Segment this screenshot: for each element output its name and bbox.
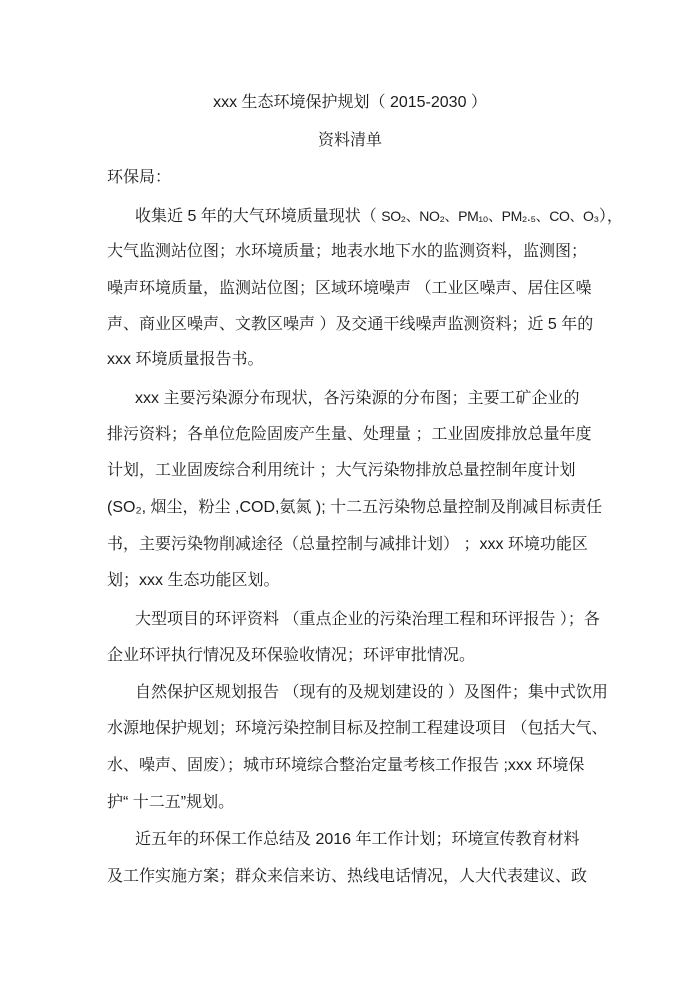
paragraph-2-line-3: 计划，工业固废综合利用统计 ；大气污染物排放总量控制年度计划 [107, 462, 576, 479]
paragraph-1-line-4: 声、商业区噪声、文教区噪声 ）及交通干线噪声监测资料；近 5 年的 [107, 316, 594, 333]
paragraph-5-line-1: 近五年的环保工作总结及 2016 年工作计划；环境宣传教育材料 [135, 831, 580, 848]
document-title: xxx 生态环境保护规划（ 2015-2030 ） [213, 94, 487, 111]
paragraph-3-line-2: 企业环评执行情况及环保验收情况；环评审批情况。 [107, 647, 476, 664]
paragraph-1-line-1-suffix: ）， [598, 208, 623, 225]
paragraph-1-line-1-prefix: 收集近 5 年的大气环境质量现状（ [135, 208, 382, 225]
paragraph-1-line-3: 噪声环境质量，监测站位图；区域环境噪声 （工业区噪声、居住区噪 [107, 280, 592, 297]
paragraph-1-line-2: 大气监测站位图；水环境质量；地表水地下水的监测资料，监测图； [107, 243, 588, 260]
paragraph-4-line-4: 护“ 十二五”规划。 [107, 794, 235, 811]
paragraph-2-line-6: 划；xxx 生态功能区划。 [107, 572, 280, 589]
document-subtitle: 资料清单 [317, 132, 382, 149]
paragraph-2-line-5: 书，主要污染物削减途径（总量控制与减排计划） ；xxx 环境功能区 [107, 536, 588, 553]
pollutant-list: SO₂、NO₂、PM₁₀、PM₂.₅、CO、O₃ [381, 208, 599, 224]
paragraph-2-line-2: 排污资料；各单位危险固废产生量、处理量 ；工业固废排放总量年度 [107, 426, 592, 443]
paragraph-5-line-2: 及工作实施方案；群众来信来访、热线电话情况，人大代表建议、政 [107, 868, 588, 885]
paragraph-3-line-1: 大型项目的环评资料 （重点企业的污染治理工程和环评报告 ）；各 [135, 611, 600, 628]
recipient-label: 环保局： [107, 169, 172, 186]
paragraph-4-line-2: 水源地保护规划；环境污染控制目标及控制工程建设项目 （包括大气、 [107, 720, 608, 737]
paragraph-1-line-1 [135, 206, 623, 226]
paragraph-2-line-4: (SO₂, 烟尘，粉尘 ,COD,氨氮 ); 十二五污染物总量控制及削减目标责任 [107, 499, 603, 516]
paragraph-2-line-1: xxx 主要污染源分布现状，各污染源的分布图；主要工矿企业的 [135, 390, 580, 407]
paragraph-4-line-3: 水、噪声、固废）；城市环境综合整治定量考核工作报告 ;xxx 环境保 [107, 757, 585, 774]
paragraph-4-line-1: 自然保护区规划报告 （现有的及规划建设的 ）及图件；集中式饮用 [135, 684, 608, 701]
paragraph-1-line-5: xxx 环境质量报告书。 [107, 351, 264, 368]
